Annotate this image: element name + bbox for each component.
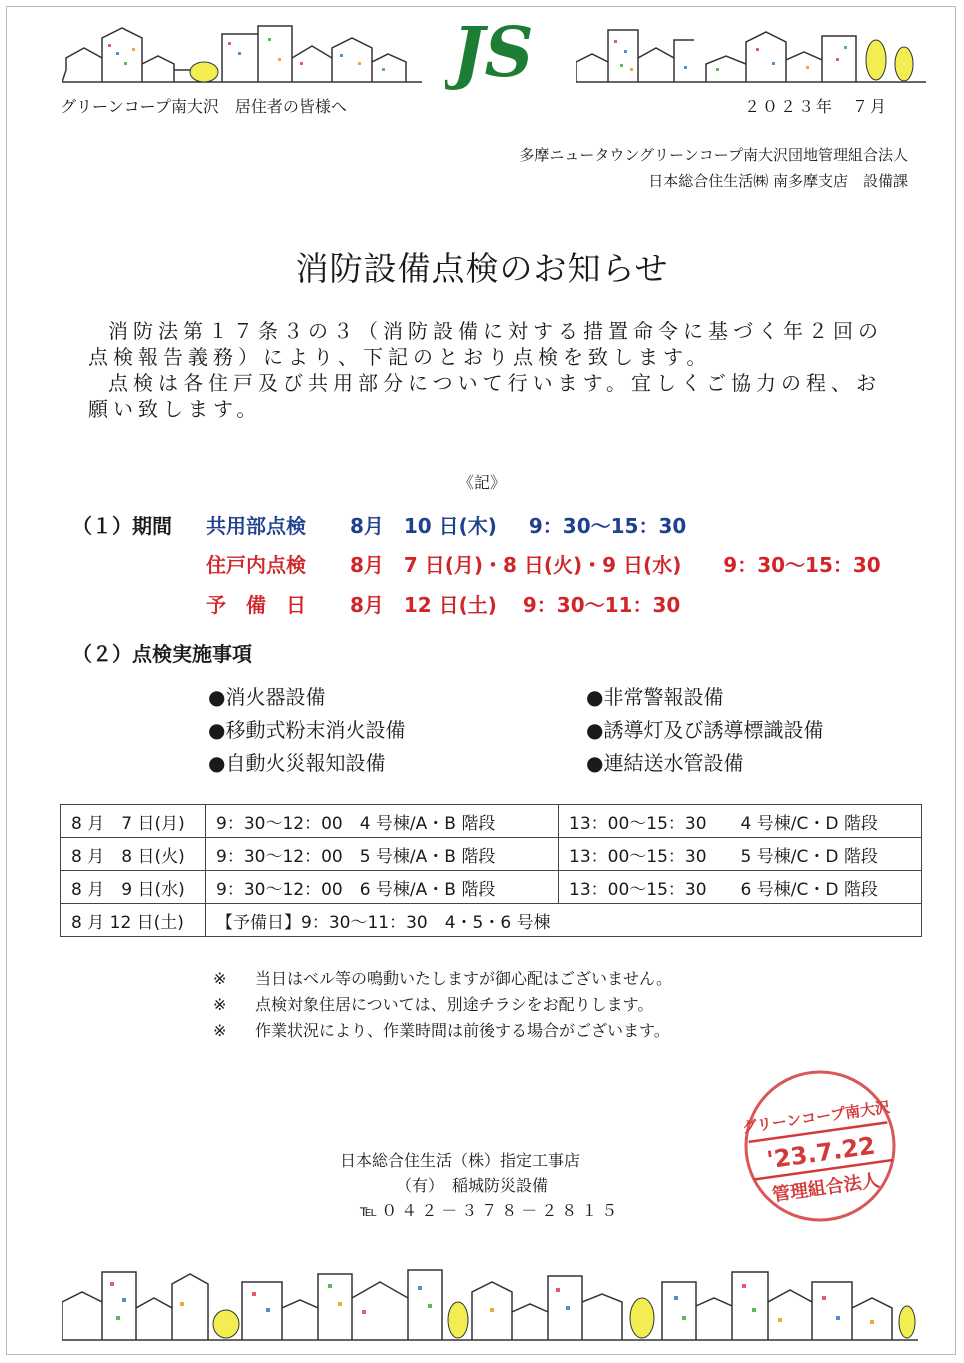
table-cell-am: 9：30～12：00 5 号棟/A・B 階段 xyxy=(206,838,559,871)
table-cell-date: 8 月 8 日(火) xyxy=(61,838,206,871)
note-item xyxy=(213,1018,672,1044)
table-cell-pm: 13：00～15：30 5 号棟/C・D 階段 xyxy=(559,838,922,871)
intro-paragraph-1: 消防法第１７条３の３（消防設備に対する措置命令に基づく年２回の点検報告義務）により、下記のとおり点検を致します。 xyxy=(88,319,883,369)
schedule-name: 共用部点検 xyxy=(206,514,306,538)
items-label: （２）点検実施事項 xyxy=(72,642,252,666)
table-cell-reserve: 【予備日】9：30～11：30 4・5・6 号棟 xyxy=(206,904,922,937)
note-text: 点検対象住居については、別途チラシをお配りします。 xyxy=(255,995,654,1014)
schedule-row-dwelling xyxy=(206,549,881,578)
table-row xyxy=(61,805,922,838)
note-text: 当日はベル等の鳴動いたしますが御心配はございません。 xyxy=(255,969,672,988)
table-row xyxy=(61,904,922,937)
inspection-item: ●自動火災報知設備 xyxy=(208,751,386,775)
table-cell-date: 8 月 9 日(水) xyxy=(61,871,206,904)
note-text: 作業状況により、作業時間は前後する場合がございます。 xyxy=(255,1021,670,1040)
table-cell-am: 9：30～12：00 4 号棟/A・B 階段 xyxy=(206,805,559,838)
schedule-dates: 8月 7 日(月)・8 日(火)・9 日(水) xyxy=(349,553,682,577)
inspection-item: ●移動式粉末消火設備 xyxy=(208,718,406,742)
inspection-item: ●消火器設備 xyxy=(208,685,326,709)
intro-paragraph-2: 点検は各住戸及び共用部分について行います。宜しくご協力の程、お願い致します。 xyxy=(88,371,881,421)
schedule-name: 予 備 日 xyxy=(206,593,306,617)
page-title: 消防設備点検のお知らせ xyxy=(295,249,669,288)
period-label: （１）期間 xyxy=(72,514,172,538)
stamp-corp: 管理組合法人 xyxy=(770,1170,881,1206)
table-cell-pm: 13：00～15：30 6 号棟/C・D 階段 xyxy=(559,871,922,904)
schedule-time: 9：30～15：30 xyxy=(723,553,881,577)
schedule-time: 9：30～11：30 xyxy=(522,593,681,617)
stamp-org: グリーンコープ南大沢 xyxy=(740,1098,891,1137)
schedule-row-common xyxy=(206,510,686,539)
schedule-table xyxy=(60,804,922,937)
schedule-dates: 8月 10 日(木) xyxy=(349,514,497,538)
svg-text:JS: JS xyxy=(452,14,534,90)
contractor-line1: 日本総合住生活（株）指定工事店 xyxy=(340,1151,581,1170)
js-logo xyxy=(445,14,541,90)
issue-date: ２０２３年 ７月 xyxy=(744,97,889,116)
note-item xyxy=(213,966,672,992)
contractor-block xyxy=(340,1148,621,1223)
note-mark: ※ xyxy=(213,995,227,1014)
note-mark: ※ xyxy=(213,969,227,988)
table-cell-date: 8 月 7 日(月) xyxy=(61,805,206,838)
ki-heading: 《記》 xyxy=(457,473,506,492)
issuer-org: 多摩ニュータウングリーンコープ南大沢団地管理組合法人 xyxy=(519,146,908,164)
approval-stamp xyxy=(740,1066,900,1226)
table-row xyxy=(61,871,922,904)
notes-list xyxy=(213,966,672,1044)
schedule-dates: 8月 12 日(土) xyxy=(349,593,497,617)
schedule-row-reserve xyxy=(206,589,680,618)
contractor-tel: ℡０４２－３７８－２８１５ xyxy=(360,1201,622,1220)
skyline-bottom xyxy=(62,1262,918,1342)
table-cell-am: 9：30～12：00 6 号棟/A・B 階段 xyxy=(206,871,559,904)
addressee: グリーンコープ南大沢 居住者の皆様へ xyxy=(60,97,347,116)
contractor-line2: （有） 稲城防災設備 xyxy=(396,1176,549,1195)
table-row xyxy=(61,838,922,871)
intro-text xyxy=(88,318,888,422)
table-cell-pm: 13：00～15：30 4 号棟/C・D 階段 xyxy=(559,805,922,838)
issuer-company: 日本総合住生活㈱ 南多摩支店 設備課 xyxy=(648,172,908,190)
inspection-item: ●連結送水管設備 xyxy=(586,751,744,775)
table-cell-date: 8 月 12 日(土) xyxy=(61,904,206,937)
note-item xyxy=(213,992,672,1018)
stamp-date: '23.7.22 xyxy=(765,1131,877,1175)
note-mark: ※ xyxy=(213,1021,227,1040)
schedule-time: 9：30～15：30 xyxy=(528,514,687,538)
skyline-top-left xyxy=(62,18,422,84)
inspection-item: ●非常警報設備 xyxy=(586,685,724,709)
inspection-item: ●誘導灯及び誘導標識設備 xyxy=(586,718,824,742)
schedule-name: 住戸内点検 xyxy=(206,553,306,577)
skyline-top-right xyxy=(576,18,926,84)
